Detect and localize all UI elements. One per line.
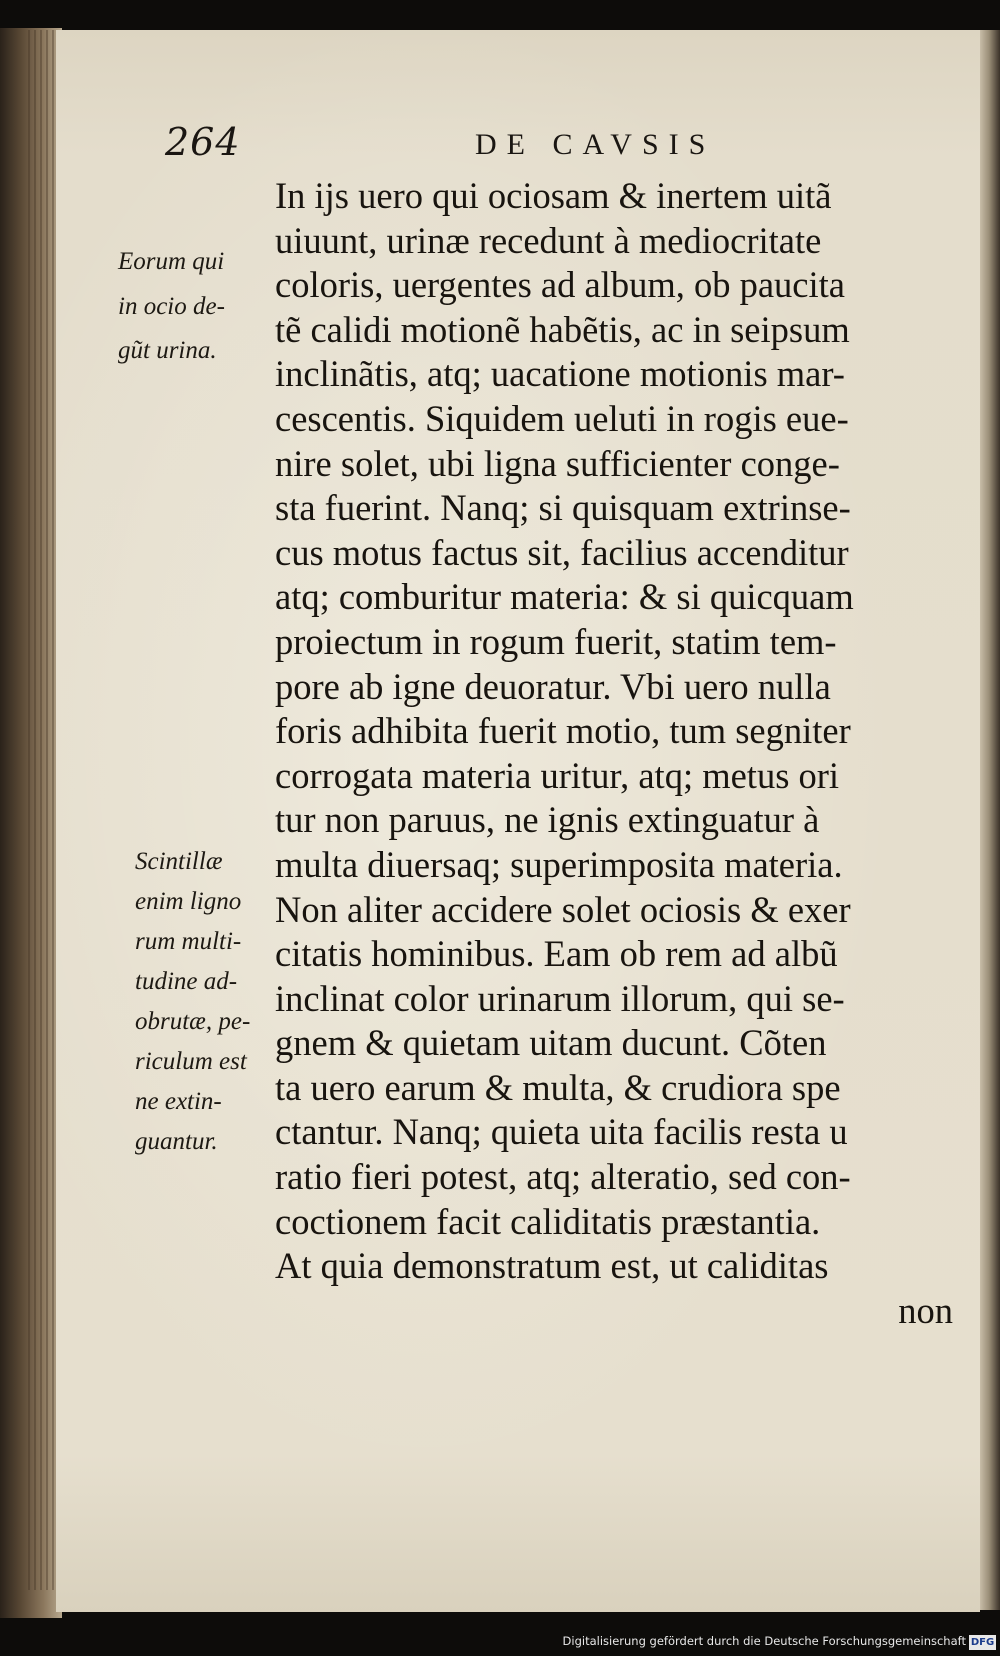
- text-line: coloris, uergentes ad album, ob paucita: [275, 264, 845, 306]
- text-line: coctionem facit caliditatis præstantia.: [275, 1200, 821, 1242]
- funding-credit: Digitalisierung gefördert durch die Deutsche Forschungsgemeinschaft: [562, 1634, 966, 1648]
- text-line: Non aliter accidere solet ociosis & exer: [275, 888, 851, 930]
- text-line: inclinat color urinarum illorum, qui se-: [275, 977, 845, 1019]
- marginal-note-line: obrutæ, pe-: [135, 1008, 251, 1035]
- page-header: [0, 120, 1000, 170]
- dfg-logo: DFG: [970, 1637, 995, 1648]
- marginal-note-line: in ocio de-: [118, 292, 225, 320]
- text-line: citatis hominibus. Eam ob rem ad albũ: [275, 933, 838, 975]
- text-line: nire solet, ubi ligna sufficienter conge-: [275, 442, 840, 484]
- body-text: [275, 174, 965, 1333]
- marginal-note-line: guantur.: [135, 1128, 218, 1155]
- text-line: proiectum in rogum fuerit, statim tem-: [275, 620, 837, 662]
- text-line: multa diuersaq; superimposita materia.: [275, 843, 843, 885]
- text-line: gnem & quietam uitam ducunt. Cõten: [275, 1022, 827, 1064]
- text-line: corrogata materia uritur, atq; metus ori: [275, 754, 840, 796]
- text-line: cescentis. Siquidem ueluti in rogis eue-: [275, 397, 849, 439]
- text-line: ctantur. Nanq; quieta uita facilis resta u: [275, 1111, 848, 1153]
- marginal-note-line: ne extin-: [135, 1088, 222, 1115]
- text-line: tẽ calidi motionẽ habẽtis, ac in seipsum: [275, 308, 850, 350]
- text-line: ratio fieri potest, atq; alteratio, sed con-: [275, 1156, 851, 1198]
- text-line: cus motus factus sit, facilius accenditur: [275, 531, 849, 573]
- marginal-note-line: rum multi-: [135, 928, 242, 955]
- footer-bar: [0, 1632, 1000, 1656]
- catchword: non: [898, 1289, 953, 1331]
- text-line: inclinãtis, atq; uacatione motionis mar-: [275, 353, 845, 395]
- marginal-note-line: riculum est: [135, 1048, 247, 1075]
- text-line: In ijs uero qui ociosam & inertem uitã: [275, 175, 832, 216]
- text-line: atq; comburitur materia: & si quicquam: [275, 576, 854, 618]
- text-line: ta uero earum & multa, & crudiora spe: [275, 1066, 841, 1108]
- marginal-note-line: Scintillæ: [135, 848, 223, 875]
- running-head: DE CAVSIS: [475, 128, 716, 161]
- text-line: tur non paruus, ne ignis extinguatur à: [275, 799, 820, 841]
- page-stack-edge-right: [978, 30, 1000, 1610]
- marginal-note: [118, 240, 225, 374]
- page-number: 264: [165, 120, 241, 164]
- marginal-note-line: Eorum qui: [118, 248, 225, 275]
- marginal-note-line: enim ligno: [135, 888, 242, 915]
- text-line: At quia demonstratum est, ut caliditas: [275, 1245, 829, 1287]
- text-line: pore ab igne deuoratur. Vbi uero nulla: [275, 665, 831, 707]
- marginal-note-line: tudine ad-: [135, 968, 238, 995]
- text-line: sta fuerint. Nanq; si quisquam extrinse-: [275, 487, 851, 529]
- text-line: foris adhibita fuerit motio, tum segniter: [275, 710, 851, 752]
- marginal-note: [135, 842, 250, 1162]
- marginal-note-line: gũt urina.: [118, 337, 217, 365]
- text-line: uiuunt, urinæ recedunt à mediocritate: [275, 219, 822, 261]
- page-stack-edge-left: [28, 30, 58, 1590]
